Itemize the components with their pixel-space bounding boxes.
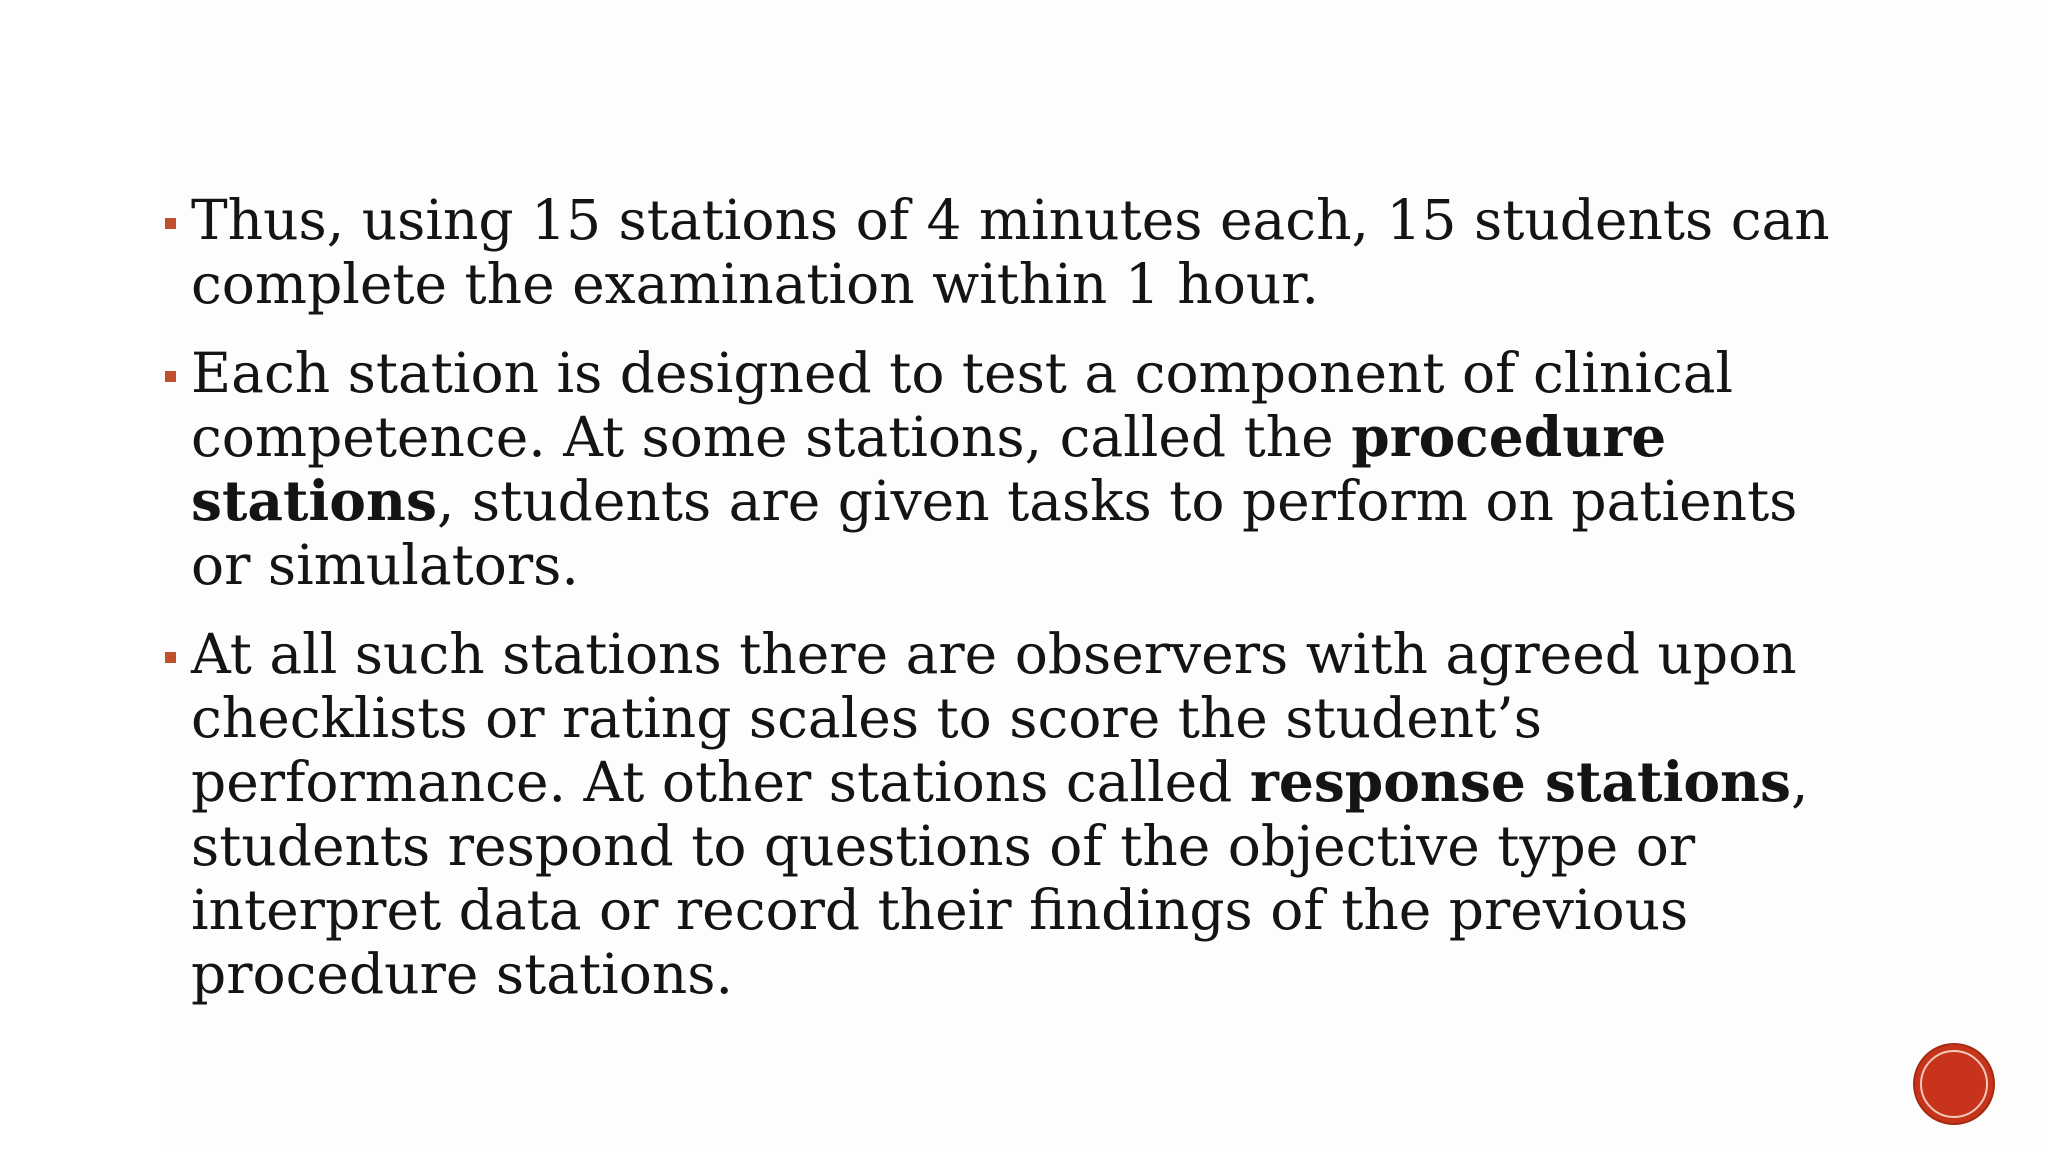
bullet-3-term-response-stations: response stations — [1249, 749, 1791, 814]
bullet-square-icon — [165, 218, 176, 229]
bullet-item-2 — [165, 341, 1845, 597]
bullet-2-term-procedure-stations: procedure stations — [191, 404, 1667, 533]
circle-nav-icon[interactable] — [1915, 1045, 1993, 1123]
bullet-list — [165, 188, 1845, 1031]
bullet-square-icon — [165, 371, 176, 382]
bullet-square-icon — [165, 652, 176, 663]
bullet-3-text-a: At all such stations there are observers with agreed upon checklists or rating scales to score the student’s performance. At other stations called — [191, 622, 1797, 814]
bullet-item-1 — [165, 188, 1845, 316]
circle-nav-ring — [1920, 1050, 1988, 1118]
bullet-2-text-a: Each station is designed to test a component of clinical competence. At some stations, called the — [191, 341, 1734, 469]
bullet-1-text: Thus, using 15 stations of 4 minutes each, 15 students can complete the examination within 1 hour. — [191, 188, 1830, 316]
bullet-item-3 — [165, 622, 1845, 1006]
bullet-3-text-b: , students respond to questions of the objective type or interpret data or record their findings of the previous procedure stations. — [191, 750, 1809, 1006]
bullet-2-text-b: , students are given tasks to perform on patients or simulators. — [191, 469, 1798, 597]
